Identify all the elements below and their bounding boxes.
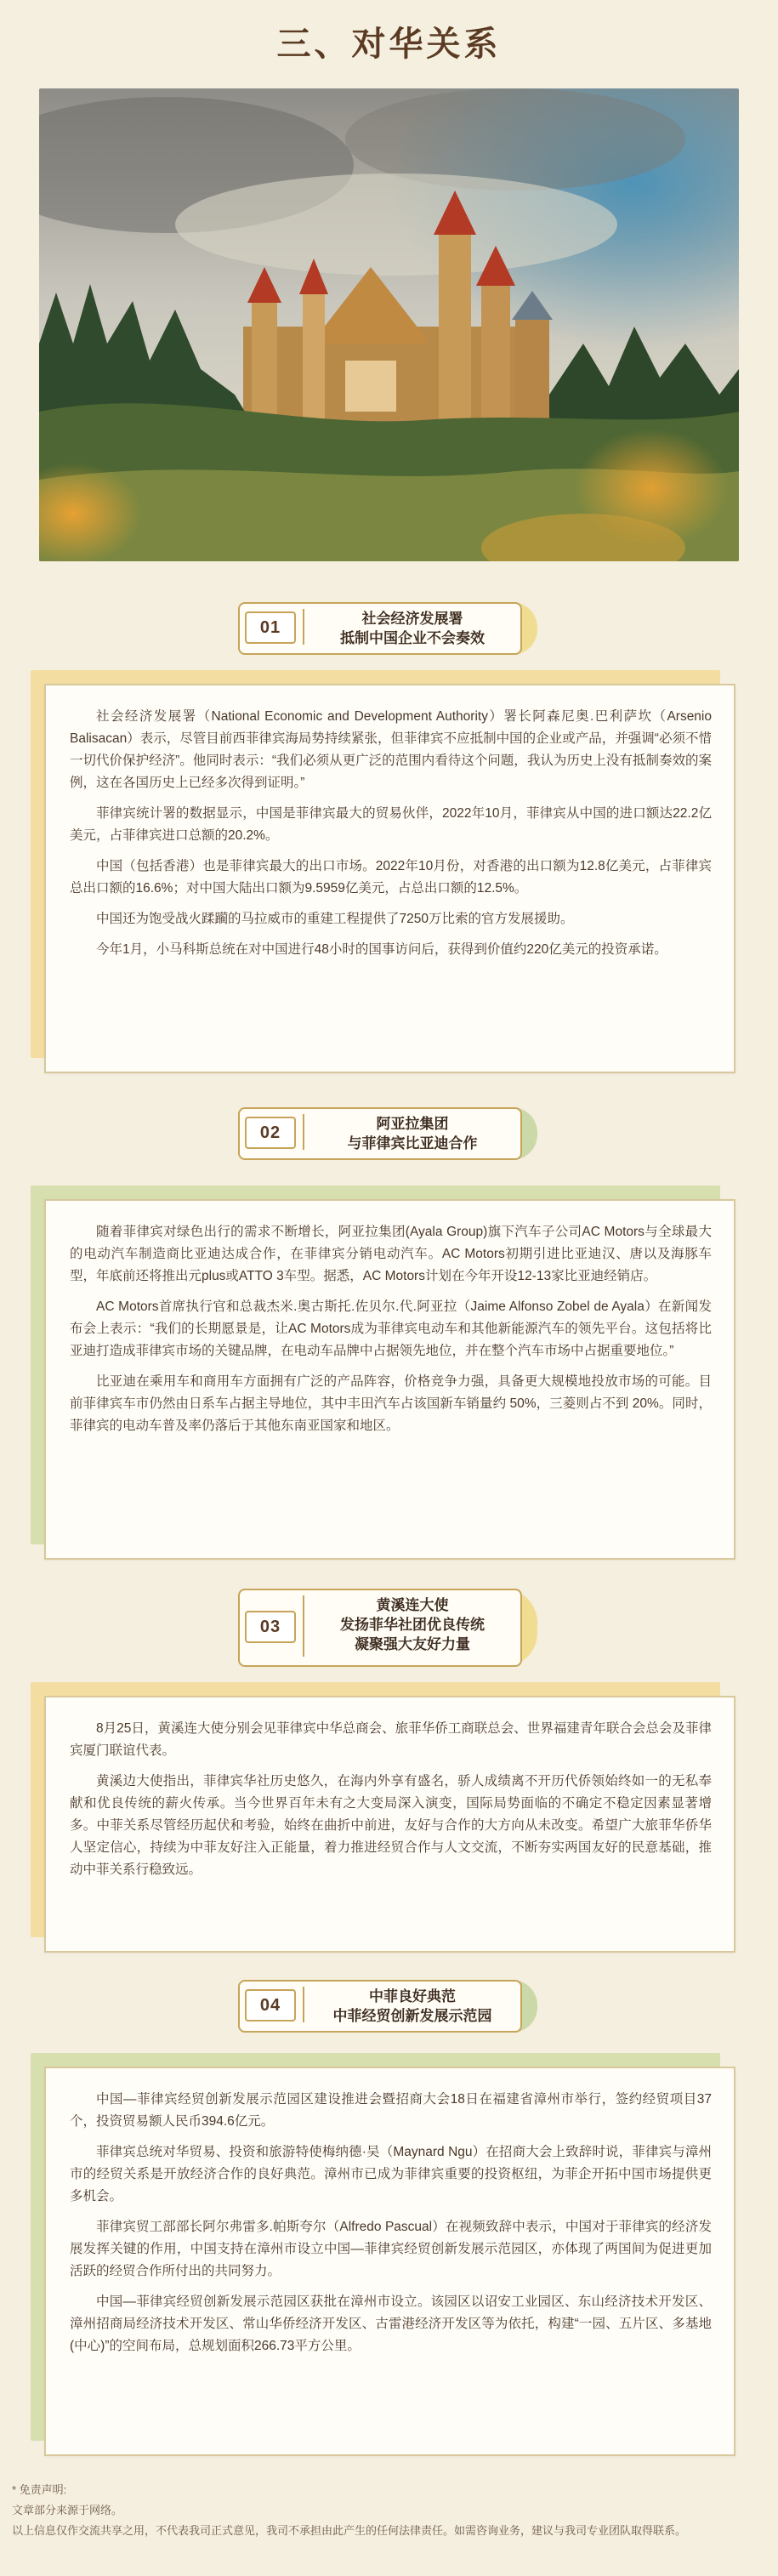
section-number: 04 [245, 1989, 296, 2022]
paragraph: AC Motors首席执行官和总裁杰米.奥古斯托.佐贝尔.代.阿亚拉（Jaime Alfonso Zobel de Ayala）在新闻发布会上表示：“我们的长期愿景是，让AC Motors成为菲律宾电动车和其他新能源汽车的领先平台。这包括将比亚迪打造成菲律宾市场的关键品牌，在电动车品牌中占据领先地位，并在整个汽车市场中占据重要地位。” [70, 1299, 712, 1358]
section-04-header [238, 1978, 537, 2033]
castle-photo [39, 88, 739, 561]
disclaimer [12, 2480, 769, 2541]
paragraph: 比亚迪在乘用车和商用车方面拥有广泛的产品阵容，价格竞争力强，具备更大规模地投放市场的可能。目前菲律宾车市仍然由日系车占据主导地位，其中丰田汽车占该国新车销量约 50%，三菱则占不到 20%。同时，菲律宾的电动车普及率仍落后于其他东南亚国家和地区。 [70, 1374, 712, 1433]
section-heading: 中菲良好典范 中菲经贸创新发展示范园 [332, 1988, 492, 2024]
section-heading: 社会经济发展署 抵制中国企业不会奏效 [340, 611, 485, 646]
paragraph: 中国—菲律宾经贸创新发展示范园区建设推进会暨招商大会18日在福建省漳州市举行，签约经贸项目37个，投资贸易额人民币394.6亿元。 [70, 2092, 712, 2129]
section-02-header [238, 1106, 537, 1160]
section-01-header [238, 600, 537, 655]
section-03-card [44, 1696, 735, 1953]
section-heading: 黄溪连大使 发扬菲华社团优良传统 凝聚强大友好力量 [340, 1597, 485, 1652]
section-02-card [44, 1199, 735, 1560]
paragraph: 随着菲律宾对绿色出行的需求不断增长，阿亚拉集团(Ayala Group)旗下汽车子公司AC Motors与全球最大的电动汽车制造商比亚迪达成合作，在菲律宾分销电动汽车。AC Motors初期引进比亚迪汉、唐以及海豚车型，年底前还将推出元plus或ATTO 3车型。据悉，AC Motors计划在今年开设12-13家比亚迪经销店。 [70, 1225, 712, 1283]
paragraph: 社会经济发展署（National Economic and Development Authority）署长阿森尼奥.巴利萨坎（Arsenio Balisacan）表示，尽管目前西菲律宾海局势持续紧张，但菲律宾不应抵制中国的企业或产品，并强调“必须不惜一切代价保护经济”。他同时表示：“我们必须从更广泛的范围内看待这个问题，我认为历史上没有抵制奏效的案例，这在各国历史上已经多次得到证明。” [70, 709, 712, 790]
disclaimer-line: 以上信息仅作交流共享之用，不代表我司正式意见，我司不承担由此产生的任何法律责任。如需咨询业务，建议与我司专业团队取得联系。 [12, 2524, 687, 2537]
section-04-card [44, 2067, 735, 2456]
paragraph: 黄溪边大使指出，菲律宾华社历史悠久，在海内外享有盛名，骄人成绩离不开历代侨领始终如一的无私奉献和优良传统的薪火传承。当今世界百年未有之大变局深入演变，国际局势面临的不确定不稳定因素显著增多。中菲关系尽管经历起伏和考验，始终在曲折中前进，友好与合作的大方向从未改变。希望广大旅菲华侨华人坚定信心，持续为中菲友好注入正能量，着力推进经贸合作与人文交流，不断夯实两国友好的民意基础，推动中菲关系行稳致远。 [70, 1774, 712, 1877]
paragraph: 菲律宾总统对华贸易、投资和旅游特使梅纳德·吴（Maynard Ngu）在招商大会上致辞时说，菲律宾与漳州市的经贸关系是开放经济合作的良好典范。漳州市已成为菲律宾重要的投资枢纽，为菲企开拓中国市场提供更多机会。 [70, 2145, 712, 2204]
section-01-card [44, 684, 735, 1073]
paragraph: 菲律宾统计署的数据显示，中国是菲律宾最大的贸易伙伴，2022年10月，菲律宾从中国的进口额达22.2亿美元，占菲律宾进口总额的20.2%。 [70, 806, 712, 843]
paragraph: 今年1月，小马科斯总统在对中国进行48小时的国事访问后，获得到价值约220亿美元的投资承诺。 [96, 942, 667, 957]
paragraph: 中国还为饱受战火蹂躏的马拉威市的重建工程提供了7250万比索的官方发展援助。 [96, 912, 574, 926]
paragraph: 菲律宾贸工部部长阿尔弗雷多.帕斯夸尔（Alfredo Pascual）在视频致辞中表示，中国对于菲律宾的经济发展发挥关键的作用，中国支持在漳州市设立中国—菲律宾经贸创新发展示范园区，亦体现了两国间为促进更加活跃的经贸合作所付出的共同努力。 [70, 2220, 712, 2278]
paragraph: 8月25日，黄溪连大使分别会见菲律宾中华总商会、旅菲华侨工商联总会、世界福建青年联合会总会及菲律宾厦门联谊代表。 [70, 1721, 712, 1758]
section-heading: 阿亚拉集团 与菲律宾比亚迪合作 [347, 1116, 478, 1152]
paragraph: 中国—菲律宾经贸创新发展示范园区获批在漳州市设立。该园区以诏安工业园区、东山经济技术开发区、漳州招商局经济技术开发区、常山华侨经济开发区、古雷港经济开发区等为依托，构建“一园、五片区、多基地(中心)”的空间布局，总规划面积266.73平方公里。 [70, 2295, 712, 2353]
section-number: 02 [245, 1117, 296, 1149]
page-title: 三、对华关系 [276, 26, 502, 63]
disclaimer-line: 文章部分来源于网络。 [12, 2504, 123, 2516]
castle-illustration [39, 88, 739, 561]
disclaimer-title: * 免责声明: [12, 2483, 67, 2496]
section-number: 03 [245, 1611, 296, 1643]
paragraph: 中国（包括香港）也是菲律宾最大的出口市场。2022年10月份，对香港的出口额为12.8亿美元，占菲律宾总出口额的16.6%；对中国大陆出口额为9.5959亿美元，占总出口额的12.5%。 [70, 859, 712, 896]
section-number: 01 [245, 611, 296, 644]
section-03-header [238, 1587, 537, 1665]
